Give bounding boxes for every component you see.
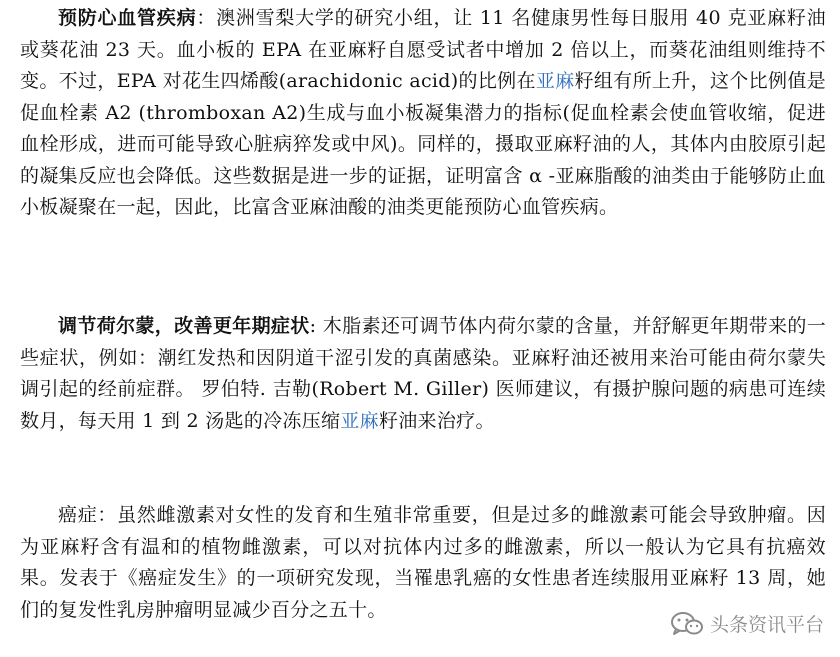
paragraph-hormones	[20, 311, 826, 437]
paragraph-text: ：澳洲雪梨大学的研究小组，让 11 名健康男性每日服用 40 克亚麻籽油或葵花油 23 天。血小板的 EPA 在亚麻籽自愿受试者中增加 2 倍以上，而葵花油组则维持不变。不过，EPA 对花生四烯酸(arachidonic acid)的比例在	[20, 7, 826, 92]
heading-cardiovascular: 预防心血管疾病	[58, 7, 197, 29]
paragraph-cancer	[20, 500, 826, 626]
keyword-link-flax[interactable]: 亚麻	[535, 70, 575, 92]
paragraph-text: 籽组有所上升，这个比例值是促血栓素 A2 (thromboxan A2)生成与血小板凝集潜力的指标(促血栓素会使血管收缩，促进血栓形成，进而可能导致心脏病猝发或中风)。同样的，摄取亚麻籽油的人，其体内由胶原引起的凝集反应也会降低。这些数据是进一步的证据，证明富含 α -亚麻脂酸的油类由于能够防止血小板凝聚在一起，因此，比富含亚麻油酸的油类更能预防心血管疾病。	[20, 70, 826, 218]
source-watermark	[668, 610, 826, 637]
paragraph-text: 癌症：虽然雌激素对女性的发育和生殖非常重要，但是过多的雌激素可能会导致肿瘤。因为亚麻籽含有温和的植物雌激素，可以对抗体内过多的雌激素，所以一般认为它具有抗癌效果。发表于《癌症发生》的一项研究发现，当罹患乳癌的女性患者连续服用亚麻籽 13 周，她们的复发性乳房肿瘤明显减少百分之五十。	[20, 504, 826, 621]
watermark-text: 头条资讯平台	[709, 614, 824, 636]
paragraph-text: 籽油来治疗。	[378, 409, 495, 432]
keyword-link-flax[interactable]: 亚麻	[340, 409, 379, 432]
paragraph-cardiovascular	[20, 3, 826, 224]
heading-hormones: 调节荷尔蒙，改善更年期症状	[58, 315, 310, 337]
wechat-icon	[670, 611, 704, 637]
paragraph-text: : 木脂素还可调节体内荷尔蒙的含量，并舒解更年期带来的一些症状，例如：潮红发热和因阴道干涩引发的真菌感染。亚麻籽油还被用来治可能由荷尔蒙失调引起的经前症群。 罗伯特. 吉勒(Robert M. Giller) 医师建议，有摄护腺问题的病患可连续数月，每天用 1 到 2 汤匙的冷冻压缩	[20, 315, 826, 432]
